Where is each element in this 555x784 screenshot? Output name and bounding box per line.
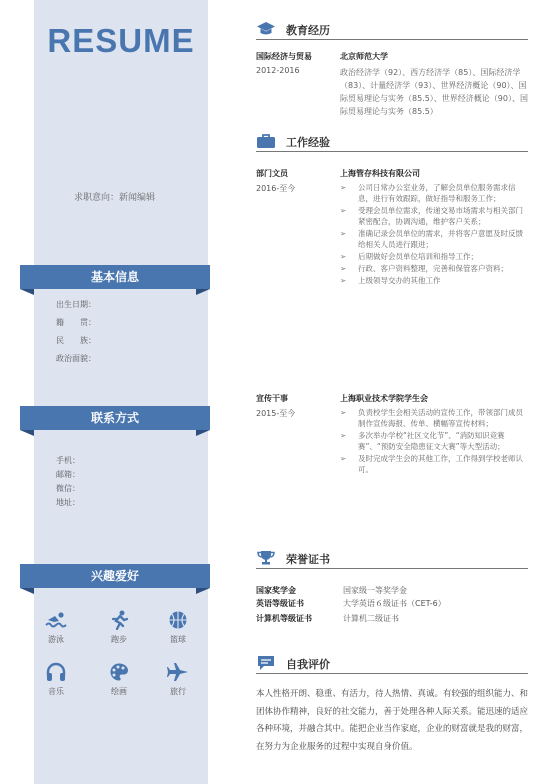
duty-item: ➢ 行政、客户资料整理，完善和保管客户资料； (340, 263, 530, 274)
phone-label: 手机： (56, 456, 80, 465)
palette-icon (108, 662, 130, 682)
job-role: 宣传干事 (256, 394, 288, 403)
basic-info-list (56, 296, 96, 368)
wechat-label: 微信： (56, 484, 80, 493)
self-eval-text: 本人性格开朗、稳重、有活力，待人热情、真诚。有较强的组织能力、和团体协作精神，良好的社交能力，善于处理各种人际关系。能迅速的适应各种环境，并融合其中。能把企业当作家庭，企业的财富就是我的财富，在努力为企业服务的过程中实现自身价值。 (256, 689, 529, 752)
honor-value: 国家级一等奖学金 (343, 586, 407, 595)
job-date: 2015-至今 (256, 409, 296, 418)
hobby-swimming (31, 610, 81, 645)
political-label: 政治面貌： (56, 354, 96, 363)
sidebar (34, 0, 208, 784)
hobby-label: 旅行 (170, 687, 186, 696)
hobby-running (94, 610, 144, 645)
job-duties (340, 407, 530, 476)
birth-label: 出生日期： (56, 300, 96, 309)
duty-item: ➢ 负责校学生会相关活动的宣传工作，带领部门成员制作宣传海报、传单、横幅等宣传材料； (340, 407, 530, 429)
job-company: 上海职业技术学院学生会 (340, 394, 428, 403)
hobby-label: 游泳 (48, 635, 64, 644)
job-role: 部门文员 (256, 169, 288, 178)
hobby-label: 跑步 (111, 635, 127, 644)
work-title: 工作经验 (286, 136, 330, 149)
address-label: 地址： (56, 498, 80, 507)
honor-value: 计算机二级证书 (343, 614, 399, 623)
duty-item: ➢ 后期做好会员单位培训和指导工作； (340, 251, 530, 262)
basic-info-banner: 基本信息 (20, 265, 210, 289)
contact-list (56, 454, 80, 510)
ethnicity-label: 民 族： (56, 336, 96, 345)
education-title: 教育经历 (286, 24, 330, 37)
job-company: 上海管存科技有限公司 (340, 169, 420, 178)
headphones-icon (45, 662, 67, 682)
comment-icon (256, 655, 276, 671)
hobby-basketball (153, 610, 203, 645)
airplane-icon (167, 662, 189, 682)
work-heading (256, 132, 528, 152)
hobby-painting (94, 662, 144, 697)
duty-item: ➢ 多次举办学校“社区文化节”、“消防知识竞赛赛”、“预防安全隐患征文大赛”等大型活动； (340, 430, 530, 452)
duty-item: ➢ 受理会员单位需求，传递交易市场需求与相关部门紧密配合，协调沟通，维护客户关系； (340, 205, 530, 227)
hobby-travel (153, 662, 203, 697)
honors-title: 荣誉证书 (286, 553, 330, 566)
duty-item: ➢ 准确记录会员单位的需求，并将客户意愿及时反馈给相关人员进行跟进； (340, 228, 530, 250)
self-eval-heading (256, 654, 528, 674)
hobby-label: 篮球 (170, 635, 186, 644)
hometown-label: 籍 贯： (56, 318, 96, 327)
education-major: 国际经济与贸易 (256, 52, 312, 61)
duty-item: ➢ 公司日常办公室业务，了解会员单位服务需求信息，进行有效跟踪，做好指导和服务工作； (340, 182, 530, 204)
job-intent: 求职意向：新闻编辑 (74, 193, 156, 203)
education-courses: 政治经济学（92）、西方经济学（85）、国际经济学（83）、计量经济学（93）、世界经济概论（90）、国际贸易理论与实务（85.5）、世界经济概论（90）、国际贸易理论与实务（85.5） (340, 68, 528, 116)
education-heading (256, 20, 528, 40)
education-date: 2012-2016 (256, 66, 300, 75)
honors-heading (256, 549, 528, 569)
honor-value: 大学英语６级证书（CET-6） (343, 599, 446, 608)
resume-title: RESUME (47, 22, 195, 59)
hobby-label: 音乐 (48, 687, 64, 696)
running-icon (108, 610, 130, 630)
basketball-icon (167, 610, 189, 630)
job-date: 2016-至今 (256, 184, 296, 193)
contact-banner: 联系方式 (20, 406, 210, 430)
hobby-label: 绘画 (111, 687, 127, 696)
duty-item: ➢ 上级领导交办的其他工作 (340, 275, 530, 286)
hobby-music (31, 662, 81, 697)
email-label: 邮箱： (56, 470, 80, 479)
honor-name: 国家奖学金 (256, 586, 296, 595)
job-duties (340, 182, 530, 287)
education-school: 北京师范大学 (340, 52, 388, 61)
honor-name: 计算机等级证书 (256, 614, 312, 623)
duty-item: ➢ 及时完成学生会的其他工作，工作得到学校老师认可。 (340, 453, 530, 475)
swimming-icon (45, 610, 67, 630)
trophy-icon (256, 550, 276, 566)
graduation-cap-icon (256, 21, 276, 37)
self-eval-title: 自我评价 (286, 658, 330, 671)
honor-name: 英语等级证书 (256, 599, 304, 608)
hobby-banner: 兴趣爱好 (20, 564, 210, 588)
briefcase-icon (256, 133, 276, 149)
